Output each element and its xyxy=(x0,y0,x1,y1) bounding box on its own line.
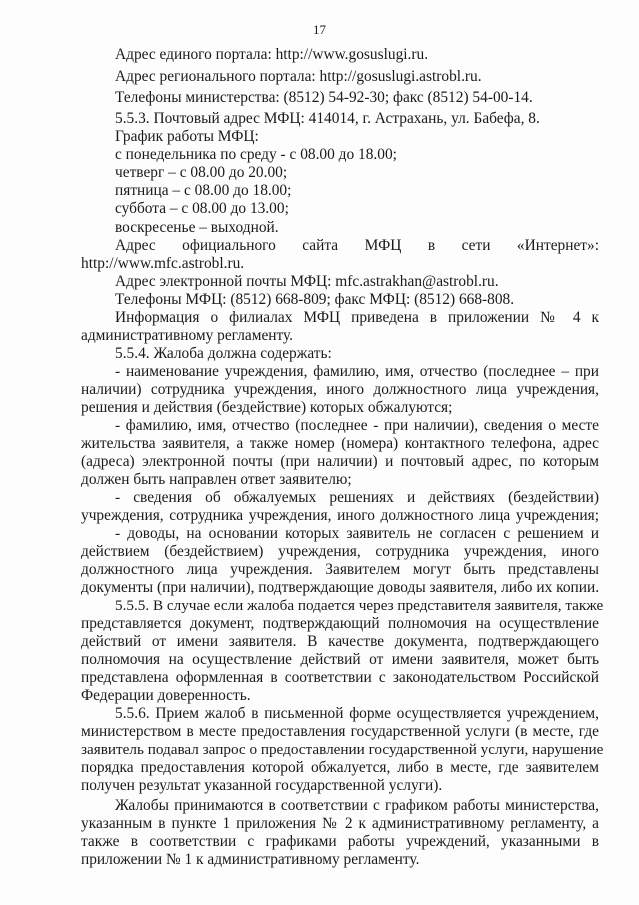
text-line: Телефоны министерства: (8512) 54-92-30; факс (8512) 54-00-14. xyxy=(115,89,533,106)
text-line: - фамилию, имя, отчество (последнее - при наличии), сведения о месте xyxy=(115,417,599,434)
text-line: Федерации доверенность. xyxy=(81,687,251,704)
text-line: министерством в месте предоставления государственной услуги (в месте, где xyxy=(81,723,599,740)
text-line: http://www.mfc.astrobl.ru. xyxy=(81,255,245,272)
text-line: Телефоны МФЦ: (8512) 668-809; факс МФЦ: (8512) 668-808. xyxy=(115,291,515,308)
text-line: приложении № 1 к административному регламенту. xyxy=(81,851,420,868)
text-line: наличии) сотрудника учреждения, иного должностного лица учреждения, xyxy=(81,381,599,398)
text-line: документы (при наличии), подтверждающие доводы заявителя, либо их копии. xyxy=(81,579,600,596)
page-number: 17 xyxy=(313,22,326,37)
text-line: также в соответствии с графиками работы учреждений, указанными в xyxy=(81,833,599,850)
text-line: получен результат указанной государственной услуги). xyxy=(81,777,443,794)
text-line: воскресенье – выходной. xyxy=(115,219,279,236)
text-line: полномочия на осуществление действий от имени заявителя, может быть xyxy=(81,651,599,668)
text-line: порядка предоставления которой обжалуется, либо в месте, где заявителем xyxy=(81,759,599,776)
text-line: Информация о филиалах МФЦ приведена в приложении № 4 к xyxy=(115,309,599,326)
text-line: График работы МФЦ: xyxy=(115,128,259,145)
text-line: - наименование учреждения, фамилию, имя, отчество (последнее – при xyxy=(115,363,599,380)
text-line: представляется документ, подтверждающий полномочия на осуществление xyxy=(81,615,599,632)
text-line: жительства заявителя, а также номер (номера) контактного телефона, адрес xyxy=(81,435,599,452)
text-line: действием (бездействием) учреждения, сотрудника учреждения, иного xyxy=(81,543,599,560)
text-line: решения и действия (бездействие) которых обжалуются; xyxy=(81,399,453,416)
text-line: 5.5.4. Жалоба должна содержать: xyxy=(115,345,332,362)
text-line: должностного лица учреждения. Заявителем могут быть представлены xyxy=(81,561,599,578)
text-line: - сведения об обжалуемых решениях и действиях (бездействии) xyxy=(115,489,599,506)
text-line: Адрес единого портала: http://www.gosuslugi.ru. xyxy=(115,46,429,63)
text-line: пятница – с 08.00 до 18.00; xyxy=(115,182,292,199)
text-line: заявитель подавал запрос о предоставлении государственной услуги, нарушение xyxy=(81,741,604,758)
text-line: должен быть направлен ответ заявителю; xyxy=(81,471,352,488)
text-line: (адреса) электронной почты (при наличии) и почтовый адрес, по которым xyxy=(81,453,599,470)
text-line: четверг – с 08.00 до 20.00; xyxy=(115,164,288,181)
text-line: Адрес регионального портала: http://gosuslugi.astrobl.ru. xyxy=(115,68,482,85)
text-line: суббота – с 08.00 до 13.00; xyxy=(115,200,289,217)
text-line: административному регламенту. xyxy=(81,327,294,344)
text-line: Адрес электронной почты МФЦ: mfc.astrakhan@astrobl.ru. xyxy=(115,273,499,290)
text-line: Жалобы принимаются в соответствии с графиком работы министерства, xyxy=(115,797,599,814)
text-line: с понедельника по среду - с 08.00 до 18.00; xyxy=(115,146,397,163)
text-line: 5.5.5. В случае если жалоба подается через представителя заявителя, также xyxy=(115,597,604,614)
text-line: - доводы, на основании которых заявитель не согласен с решением и xyxy=(115,525,599,542)
text-line: учреждения, сотрудника учреждения, иного должностного лица учреждения; xyxy=(81,507,599,524)
text-line: 5.5.3. Почтовый адрес МФЦ: 414014, г. Астрахань, ул. Бабефа, 8. xyxy=(115,110,540,127)
text-line: Адрес официального сайта МФЦ в сети «Интернет»: xyxy=(115,237,599,254)
text-line: указанным в пункте 1 приложения № 2 к административному регламенту, а xyxy=(81,815,599,832)
text-line: действий от имени заявителя. В качестве документа, подтверждающего xyxy=(81,633,599,650)
text-line: представлена оформленная в соответствии с законодательством Российской xyxy=(81,669,599,686)
text-line: 5.5.6. Прием жалоб в письменной форме осуществляется учреждением, xyxy=(115,705,599,722)
